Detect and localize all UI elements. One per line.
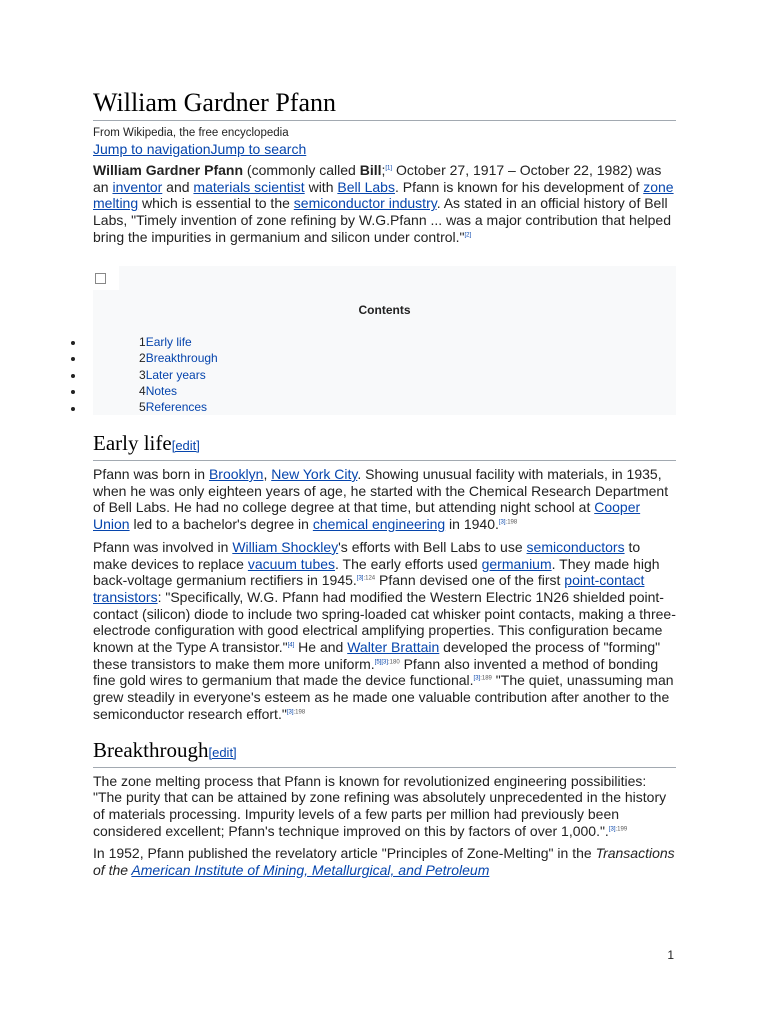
breakthrough-paragraph-1: The zone melting process that Pfann is known for revolutionized engineering possibilities: "The purity that can be attained by zone refining was absolutely unprecedented in the history of materials processing. Impurity levels of a few parts per million had previously been considered excellent; Pfann's technique improved on this by factors of over 1,000.".$^{[3]:199}$	[93, 772, 667, 839]
subject-name: William Gardner Pfann	[93, 162, 244, 178]
link-cooper-union[interactable]: Cooper Union	[93, 499, 641, 533]
bullet-icon	[71, 341, 75, 345]
link-semiconductor-industry[interactable]: semiconductor industry	[293, 195, 437, 212]
link-materials-scientist[interactable]: materials scientist	[193, 178, 305, 195]
link-aime[interactable]: American Institute of Mining, Metallurgical, and Petroleum	[131, 862, 490, 879]
toc-toggle[interactable]	[93, 266, 119, 290]
link-inventor[interactable]: inventor	[112, 178, 163, 195]
link-vacuum-tubes[interactable]: vacuum tubes	[247, 555, 336, 572]
bullet-icon	[71, 390, 75, 394]
ref-link[interactable]: [3]	[356, 575, 364, 582]
tagline: From Wikipedia, the free encyclopedia	[93, 127, 289, 139]
toc-item-breakthrough[interactable]: 2Breakthrough	[139, 351, 218, 365]
page-number: 1	[667, 948, 674, 962]
ref-link[interactable]: [5][3]	[374, 659, 389, 666]
bullet-icon	[71, 407, 75, 411]
link-zone-melting[interactable]: zone melting	[93, 178, 674, 212]
ref-link[interactable]: [3]	[473, 675, 481, 682]
section-heading-breakthrough: Breakthrough[edit]	[93, 737, 676, 768]
ref-link[interactable]: [4]	[287, 642, 295, 649]
ref-link[interactable]: [3]	[286, 709, 294, 716]
breakthrough-paragraph-2: In 1952, Pfann published the revelatory article "Principles of Zone-Melting" in the Transactions of the American Institute of Mining, Metallurgical, and Petroleum	[93, 845, 675, 879]
bullet-icon	[71, 357, 75, 361]
toc-item-later-years[interactable]: 3Later years	[139, 368, 206, 382]
article	[93, 88, 676, 246]
article-body	[93, 430, 676, 879]
toc-item-references[interactable]: 5References	[139, 400, 208, 414]
ref-link[interactable]: [2]	[464, 232, 472, 239]
toc-title: Contents	[358, 303, 411, 317]
ref-link[interactable]: [3]	[498, 519, 506, 526]
jump-links	[93, 141, 676, 158]
early-life-paragraph-2: Pfann was involved in William Shockley's efforts with Bell Labs to use semiconductors to make devices to replace vacuum tubes. The early efforts used germanium. They made high back-voltage germanium rectifiers in 1945.$^{[3]:124}$ Pfann devised one of the first point-contact transistors: "Specifically, W.G. Pfann had modified the Western Electric 1N26 shielded point-contact (silicon) diode to include two spring-loaded cat whisker point contacts, making a three-electrode configuration with good electrical amplifying properties. This configuration became known at the Type A transistor."[4] He and Walter Brattain developed the process of "forming" these transistors to make them more uniform.$^{[5][3]:180}$ Pfann also invented a method of bonding fine gold wires to germanium that made the device functional.$^{[3]:189}$ "The quiet, unassuming man grew steadily in everyone's esteem as he made one valuable contribution after another to the semiconductor research effort."$^{[3]:198}$	[93, 538, 676, 722]
link-chemical-engineering[interactable]: chemical engineering	[312, 516, 446, 533]
ref-link[interactable]: [1]	[385, 165, 393, 172]
toc-item-early-life[interactable]: 1Early life	[139, 335, 192, 349]
link-germanium[interactable]: germanium	[481, 555, 552, 572]
link-semiconductors[interactable]: semiconductors	[526, 538, 625, 555]
ref-link[interactable]: [3]	[608, 826, 616, 832]
early-life-paragraph-1: Pfann was born in Brooklyn, New York City. Showing unusual facility with materials, in 1935, when he was only eighteen years of age, he started with the Chemical Research Department of Bell Labs. He had no college degree at that time, but attending night school at Cooper Union led to a bachelor's degree in chemical engineering in 1940.$^{[3]:198}$	[93, 466, 669, 533]
section-heading-early-life: Early life[edit]	[93, 430, 676, 461]
link-point-contact-transistors[interactable]: point-contact transistors	[93, 572, 645, 605]
intro-paragraph: William Gardner Pfann (commonly called Bill;[1] October 27, 1917 – October 22, 1982) was an inventor and materials scientist with Bell Labs. Pfann is known for his development of zone melting which is essential to the semiconductor industry. As stated in an official history of Bell Labs, "Timely invention of zone refining by W.G.Pfann ... was a major contribution that helped bring the impurities in germanium and silicon under control."[2]	[93, 162, 674, 245]
page-title: William Gardner Pfann	[93, 88, 676, 121]
edit-link[interactable]: [edit]	[171, 438, 200, 453]
jump-to-navigation-link[interactable]: Jump to navigation	[93, 141, 211, 157]
link-william-shockley[interactable]: William Shockley	[232, 538, 339, 555]
link-new-york-city[interactable]: New York City	[271, 466, 358, 482]
checkbox-icon[interactable]	[95, 273, 106, 284]
link-bell-labs[interactable]: Bell Labs	[337, 178, 395, 195]
jump-to-search-link[interactable]: Jump to search	[210, 141, 307, 157]
link-walter-brattain[interactable]: Walter Brattain	[347, 639, 440, 656]
toc-item-notes[interactable]: 4Notes	[139, 384, 178, 398]
link-brooklyn[interactable]: Brooklyn	[208, 466, 264, 482]
edit-link[interactable]: [edit]	[208, 744, 237, 760]
bullet-icon	[71, 374, 75, 378]
